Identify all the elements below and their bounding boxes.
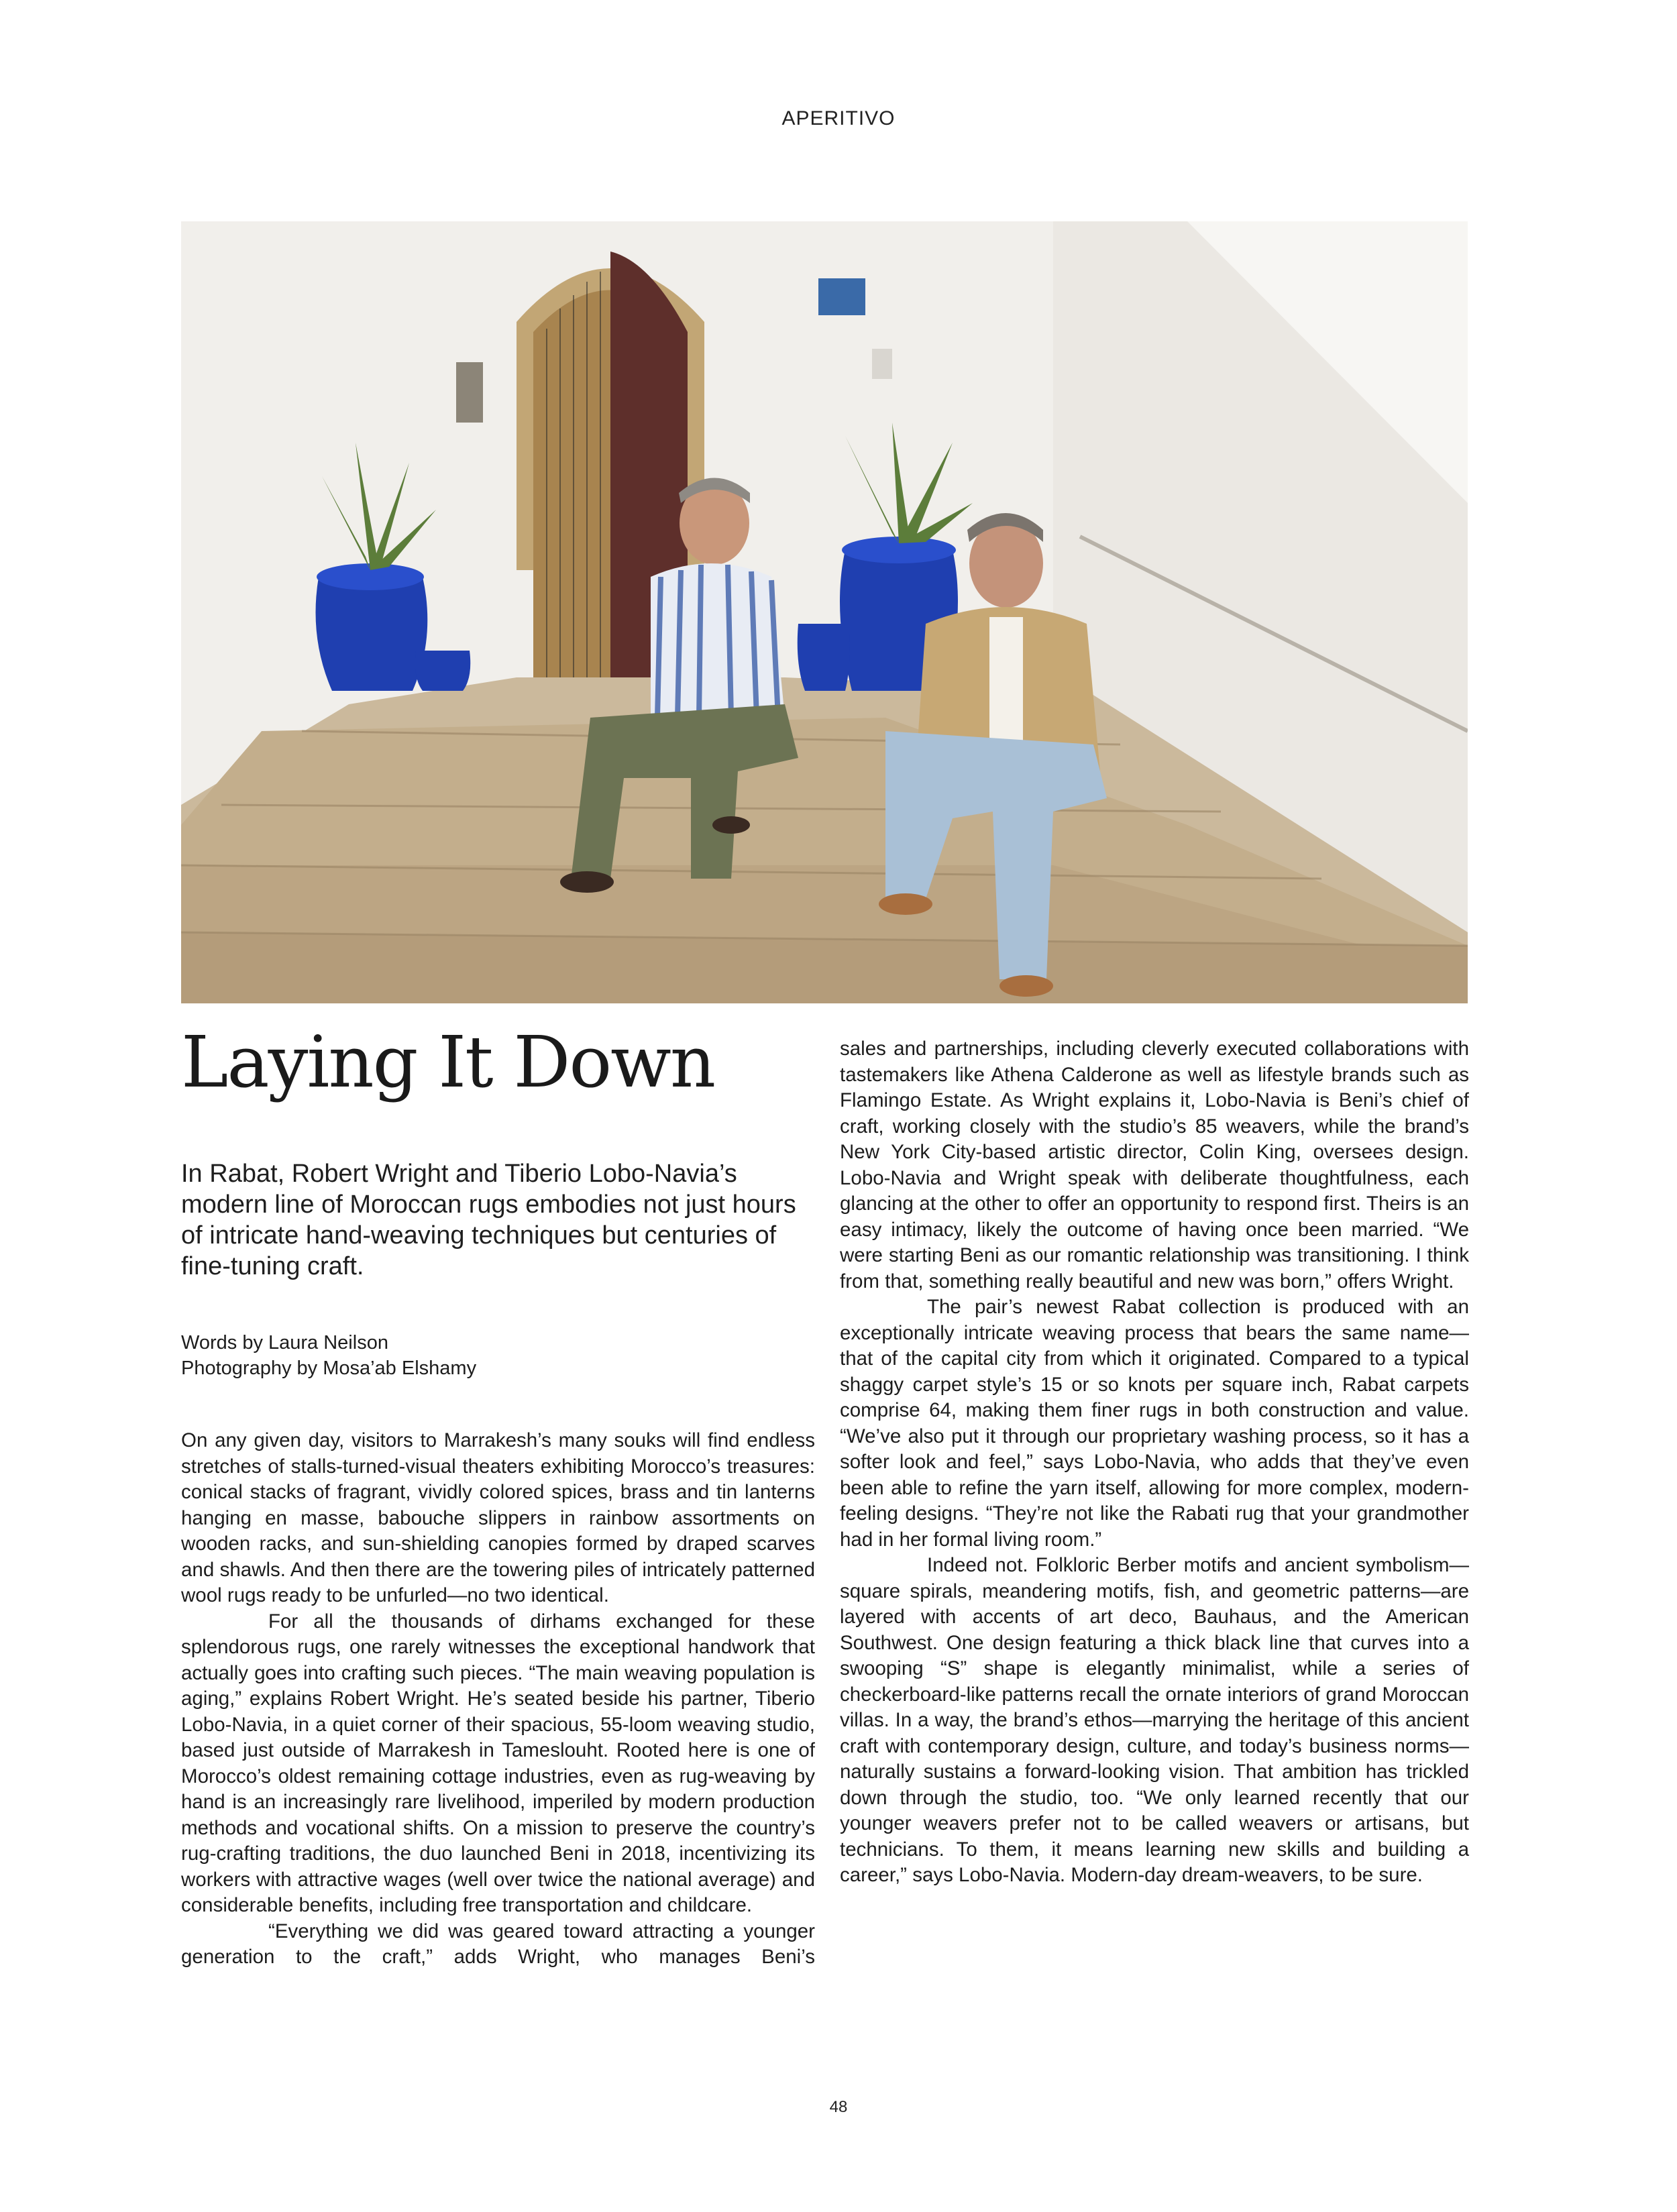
body-paragraph-3-continued: sales and partnerships, including cleverly executed collaborations with tastemakers like Athena Calderone as well as lifestyle brands such as Flamingo Estate. As Wright explains it, Lobo-Navia is Beni’s chief of craft, working closely with the studio’s 85 weavers, while the brand’s New York City-based artistic director, Colin King, oversees design. Lobo-Navia and Wright speak with deliberate thoughtfulness, each glancing at the other to offer an opportunity to respond first. Theirs is an easy intimacy, likely the outcome of having once been married. “We were starting Beni as our romantic relationship was transitioning. I think from that, something really beautiful and new was born,” offers Wright. [840, 1038, 1469, 1292]
byline [181, 1330, 815, 1381]
body-paragraph-5: Indeed not. Folkloric Berber motifs and ancient symbolism—square spirals, meandering motifs, fish, and geometric patterns—are layered with accents of art deco, Bauhaus, and the American Southwest. One design featuring a thick black line that curves into a swooping “S” shape is elegantly minimalist, while a series of checkerboard-like patterns recall the ornate interiors of grand Moroccan villas. In a way, the brand’s ethos—marrying the heritage of this ancient craft with contemporary design, culture, and today’s business norms—naturally sustains a forward-looking vision. That ambition has trickled down through the studio, too. “We only learned recently that our younger weavers prefer not to be called weavers or artisans, but technicians. To them, it means learning new skills and building a career,” says Lobo-Navia. Modern-day dream-weavers, to be sure. [840, 1554, 1469, 1886]
section-label: APERITIVO [781, 107, 896, 129]
article-deck: In Rabat, Robert Wright and Tiberio Lobo-Navia’s modern line of Moroccan rugs embodies not just hours of intricate hand-weaving techniques but centuries of fine-tuning craft. [181, 1160, 796, 1281]
page-number: 48 [829, 2098, 848, 2116]
body-paragraph-1: On any given day, visitors to Marrakesh’s many souks will find endless stretches of stalls-turned-visual theaters exhibiting Morocco’s treasures: conical stacks of fragrant, vividly colored spices, brass and tin lanterns hanging en masse, babouche slippers in rainbow assortments on wooden racks, and sun-shielding canopies formed by draped scarves and shawls. And then there are the towering piles of intricately patterned wool rugs ready to be unfurled—no two identical. [181, 1429, 815, 1607]
byline-photography: Photography by Mosa’ab Elshamy [181, 1358, 477, 1380]
feature-photo [181, 221, 1468, 1003]
right-column [840, 1036, 1469, 1889]
byline-words: Words by Laura Neilson [181, 1332, 388, 1354]
body-paragraph-2: For all the thousands of dirhams exchanged for these splendorous rugs, one rarely witnesses the exceptional handwork that actually goes into crafting such pieces. “The main weaving population is aging,” explains Robert Wright. He’s seated beside his partner, Tiberio Lobo-Navia, in a quiet corner of their spacious, 55-loom weaving studio, based just outside of Marrakesh in Tameslouht. Rooted here is one of Morocco’s oldest remaining cottage industries, even as rug-weaving by hand is an increasingly rare livelihood, imperiled by modern production methods and vocational shifts. On a mission to preserve the country’s rug-crafting traditions, the duo launched Beni in 2018, incentivizing its workers with attractive wages (well over twice the national average) and considerable benefits, including free transportation and childcare. [181, 1610, 815, 1917]
body-paragraph-3: “Everything we did was geared toward attracting a younger generation to the craft,” adds Wright, who manages Beni’s [181, 1920, 815, 1969]
body-paragraph-4: The pair’s newest Rabat collection is produced with an exceptionally intricate weaving process that bears the same name—that of the capital city from which it originated. Compared to a typical shaggy carpet style’s 15 or so knots per square inch, Rabat carpets comprise 64, making them finer rugs in both construction and value. “We’ve also put it through our proprietary washing process, so it has a softer look and feel,” says Lobo-Navia, who adds that they’ve even been able to refine the yarn itself, allowing for more complex, modern-feeling designs. “They’re not like the Rabati rug that your grandmother had in her formal living room.” [840, 1296, 1469, 1551]
left-column [181, 1019, 815, 1971]
article-title: Laying It Down [181, 1021, 715, 1103]
